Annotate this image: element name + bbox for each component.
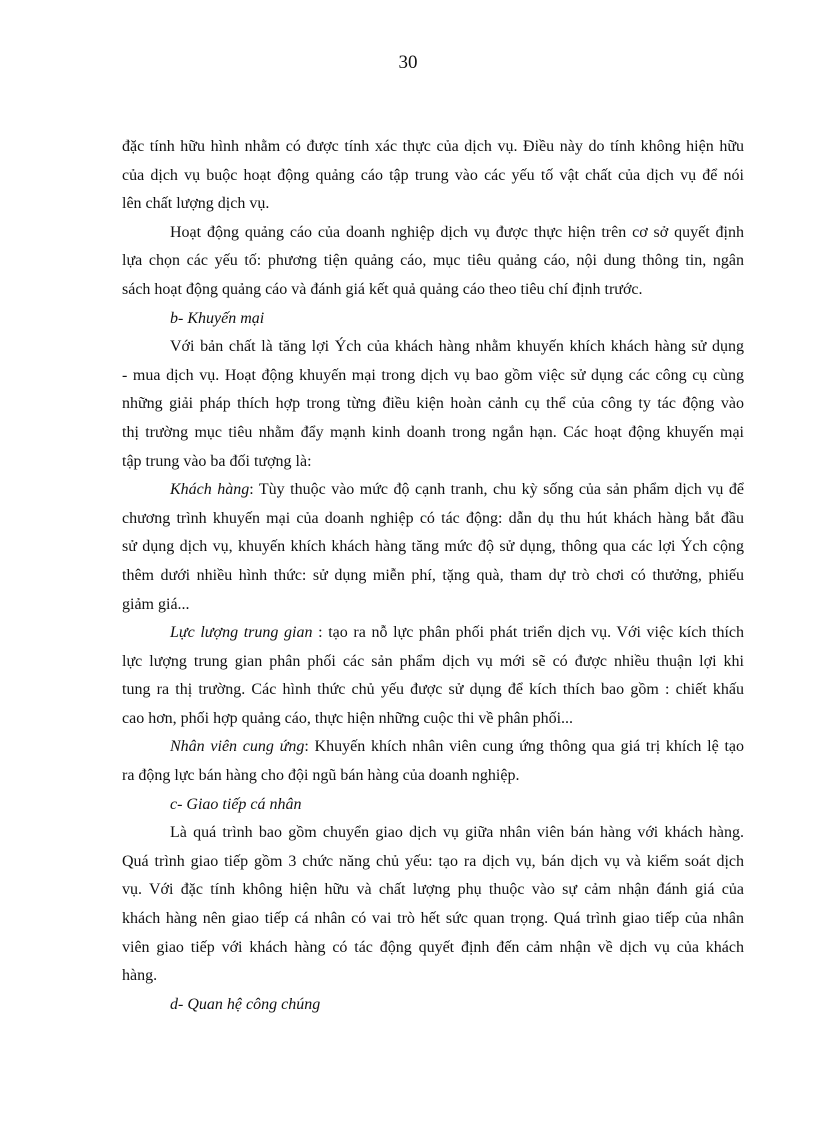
lead-term: Khách hàng: [170, 481, 250, 499]
body-paragraph: [122, 819, 744, 991]
body-paragraph: [122, 333, 744, 476]
page-number: 30: [398, 52, 418, 73]
lead-paragraph: [122, 476, 744, 619]
text-line: [122, 619, 744, 648]
lead-paragraph: [122, 619, 744, 733]
text-line: Là quá trình bao gồm chuyển giao dịch vụ giữa nhân viên bán hàng với khách hàng.: [170, 824, 744, 842]
text-line: Quá trình giao tiếp gồm 3 chức năng chủ yếu: tạo ra dịch vụ, bán dịch vụ và kiểm soát dịch: [122, 852, 744, 870]
text-line: giảm giá...: [122, 595, 190, 613]
text-line: sử dụng dịch vụ, khuyến khích khách hàng tăng mức độ sử dụng, thông qua các lợi Ých cộng: [122, 538, 744, 556]
text-line: của dịch vụ buộc hoạt động quảng cáo tập trung vào các yếu tố vật chất của dịch vụ để nói: [122, 166, 744, 184]
text-line: viên giao tiếp với khách hàng có tác động quyết định đến cảm nhận về dịch vụ của khách: [122, 938, 744, 956]
line-text: : tạo ra nỗ lực phân phối phát triển dịch vụ. Với việc kích thích: [312, 624, 744, 642]
text-line: vụ. Với đặc tính không hiện hữu và chất lượng phụ thuộc vào sự cảm nhận đánh giá của: [122, 881, 744, 899]
text-line: - mua dịch vụ. Hoạt động khuyến mại trong dịch vụ bao gồm việc sử dụng các công cụ cùng: [122, 366, 744, 384]
section-heading: [122, 991, 744, 1020]
line-text: : Tùy thuộc vào mức độ cạnh tranh, chu kỳ sống của sản phẩm dịch vụ để: [249, 481, 744, 499]
text-line: ra động lực bán hàng cho đội ngũ bán hàng của doanh nghiệp.: [122, 767, 520, 785]
lead-term: Nhân viên cung ứng: [170, 738, 305, 756]
text-line: tung ra thị trường. Các hình thức chủ yếu được sử dụng để kích thích bao gồm : chiết khấu: [122, 681, 744, 699]
text-line: lên chất lượng dịch vụ.: [122, 195, 270, 213]
lead-term: Lực lượng trung gian: [170, 624, 313, 642]
text-line: lực lượng trung gian phân phối các sản phẩm dịch vụ mới sẽ có được nhiều thuận lợi khi: [122, 652, 744, 670]
text-line: khách hàng nên giao tiếp cá nhân có vai trò hết sức quan trọng. Quá trình giao tiếp của nhân: [122, 910, 744, 928]
section-heading-text: b- Khuyến mại: [170, 309, 265, 327]
text-line: thị trường mục tiêu nhằm đẩy mạnh kinh doanh trong ngắn hạn. Các hoạt động khuyến mại: [122, 423, 744, 441]
section-heading: [122, 305, 744, 334]
document-body: [122, 133, 744, 1019]
text-line: thêm dưới nhiều hình thức: sử dụng miễn phí, tặng quà, tham dự trò chơi có thưởng, phiếu: [122, 566, 744, 584]
body-paragraph: [122, 219, 744, 305]
section-heading-text: d- Quan hệ công chúng: [170, 995, 321, 1013]
text-line: [122, 733, 744, 762]
text-line: sách hoạt động quảng cáo và đánh giá kết quả quảng cáo theo tiêu chí định trước.: [122, 280, 643, 298]
text-line: cao hơn, phối hợp quảng cáo, thực hiện những cuộc thi về phân phối...: [122, 709, 574, 727]
line-text: : Khuyến khích nhân viên cung ứng thông qua giá trị khích lệ tạo: [304, 738, 744, 756]
text-line: tập trung vào ba đối tượng là:: [122, 452, 312, 470]
text-line: hàng.: [122, 967, 158, 985]
text-line: những giải pháp thích hợp trong từng điều kiện hoàn cảnh cụ thể của công ty tác động vào: [122, 395, 744, 413]
text-line: lựa chọn các yếu tố: phương tiện quảng cáo, mục tiêu quảng cáo, nội dung thông tin, ngân: [122, 252, 744, 270]
text-line: Với bản chất là tăng lợi Ých của khách hàng nhằm khuyến khích khách hàng sử dụng: [170, 338, 744, 356]
text-line: [122, 476, 744, 505]
text-line: đặc tính hữu hình nhằm có được tính xác thực của dịch vụ. Điều này do tính không hiện hữu: [122, 138, 744, 155]
section-heading: [122, 791, 744, 820]
section-heading-text: c- Giao tiếp cá nhân: [170, 795, 302, 813]
lead-paragraph: [122, 733, 744, 790]
text-line: Hoạt động quảng cáo của doanh nghiệp dịch vụ được thực hiện trên cơ sở quyết định: [170, 223, 744, 241]
text-line: chương trình khuyến mại của doanh nghiệp có tác động: dẫn dụ thu hút khách hàng bắt đầu: [122, 509, 744, 527]
body-paragraph: [122, 133, 744, 219]
